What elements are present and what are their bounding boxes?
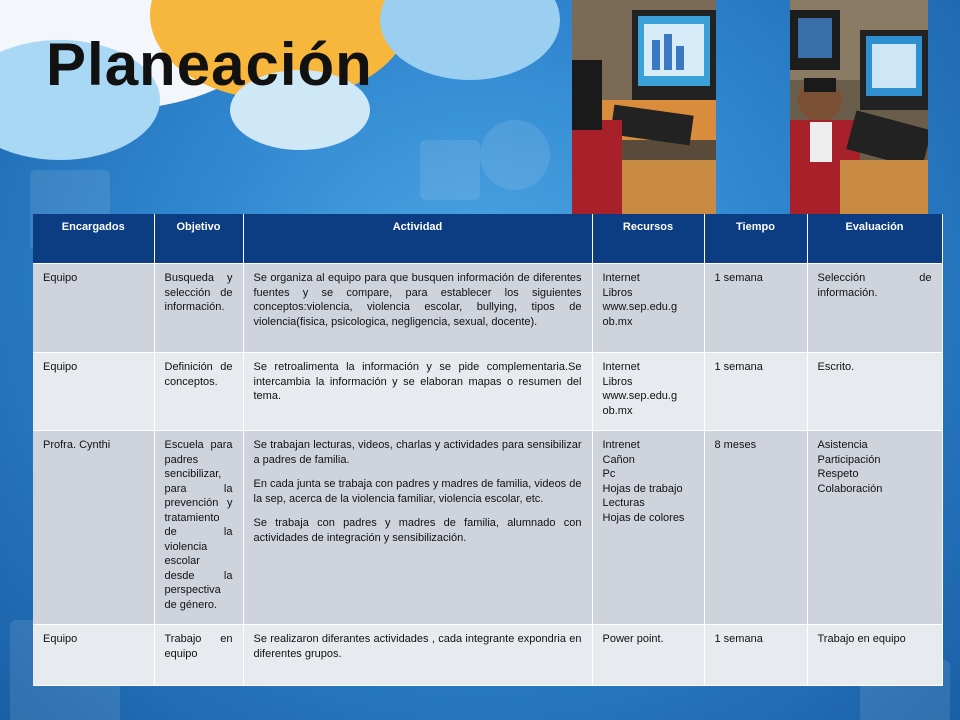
activity-paragraph: En cada junta se trabaja con padres y madres de familia, videos de la sep, acerca de la violencia familiar, violencia escolar, etc. [253,478,582,505]
evaluation-item: Selección de información. [817,272,932,299]
column-header-actividad: Actividad [243,214,592,264]
cell-actividad [243,353,592,431]
activity-paragraph: Se trabajan lecturas, videos, charlas y actividades para sensibilizar a padres de familia. [253,439,582,466]
resource-item: Lecturas [602,497,645,509]
cell-tiempo: 8 meses [704,431,807,625]
column-header-recursos: Recursos [592,214,704,264]
column-header-objetivo: Objetivo [154,214,243,264]
evaluation-item: Participación [817,453,881,466]
cell-evaluacion [807,625,942,686]
evaluation-item: Respeto [817,468,859,480]
cloud-shape [380,0,560,80]
table-row [33,625,942,686]
cell-objetivo: Busqueda y selección de información. [154,264,243,353]
cell-recursos [592,353,704,431]
resource-item: Internet [602,361,640,373]
evaluation-item: Asistencia [817,439,868,451]
cell-recursos [592,625,704,686]
cell-actividad [243,431,592,625]
cell-evaluacion [807,264,942,353]
resource-item: Internet [602,272,640,284]
cell-evaluacion [807,431,942,625]
cell-tiempo: 1 semana [704,353,807,431]
evaluation-item: Escrito. [817,361,855,373]
table-row [33,431,942,625]
resource-item: Hojas de trabajo [602,482,683,495]
column-header-tiempo: Tiempo [704,214,807,264]
activity-paragraph: Se organiza al equipo para que busquen información de diferentes fuentes y se compare, para establecer los siguientes conceptos:violencia, violencia escolar, bullying, tipos de violencia(fisica, psicologica, negligencia, sexual, docente). [253,272,582,328]
cell-objetivo: Trabajo en equipo [154,625,243,686]
classroom-photo-1 [572,0,716,214]
cell-recursos [592,264,704,353]
activity-paragraph: Se realizaron diferantes actividades , cada integrante expondria en diferentes grupos. [253,633,582,660]
resource-item: www.sep.edu.g ob.mx [602,390,678,417]
cell-objetivo: Escuela para padres sencibilizar, para la prevención y tratamiento de la violencia escolar desde la perspectiva de género. [154,431,243,625]
cell-actividad [243,625,592,686]
table-header-row [33,214,942,264]
cell-encargados: Equipo [33,264,154,353]
resource-item: Cañon [602,453,635,466]
evaluation-item: Colaboración [817,482,883,495]
cell-tiempo: 1 semana [704,625,807,686]
evaluation-item: Trabajo en equipo [817,633,906,645]
resource-item: Hojas de colores [602,511,685,524]
resource-item: Libros [602,375,633,388]
column-header-evaluacion: Evaluación [807,214,942,264]
classroom-photo-2 [790,0,928,214]
cell-encargados: Equipo [33,625,154,686]
resource-item: Intrenet [602,439,640,451]
page-title: Planeación [46,31,373,98]
resource-item: Power point. [602,633,664,645]
activity-paragraph: Se retroalimenta la información y se pide complementaria.Se intercambia la información y se elaboran mapas o resumen del tema. [253,361,582,402]
activity-paragraph: Se trabaja con padres y madres de familia, alumnado con actividades de integración y sensibilización. [253,517,582,544]
cell-encargados: Equipo [33,353,154,431]
resource-item: Libros [602,286,633,299]
planning-table [33,214,943,686]
cell-tiempo: 1 semana [704,264,807,353]
cell-objetivo: Definición de conceptos. [154,353,243,431]
cell-recursos [592,431,704,625]
table-row [33,264,942,353]
resource-item: www.sep.edu.g ob.mx [602,301,678,328]
cell-encargados: Profra. Cynthi [33,431,154,625]
cell-evaluacion [807,353,942,431]
table-row [33,353,942,431]
cell-actividad [243,264,592,353]
column-header-encargados: Encargados [33,214,154,264]
resource-item: Pc [602,468,616,480]
